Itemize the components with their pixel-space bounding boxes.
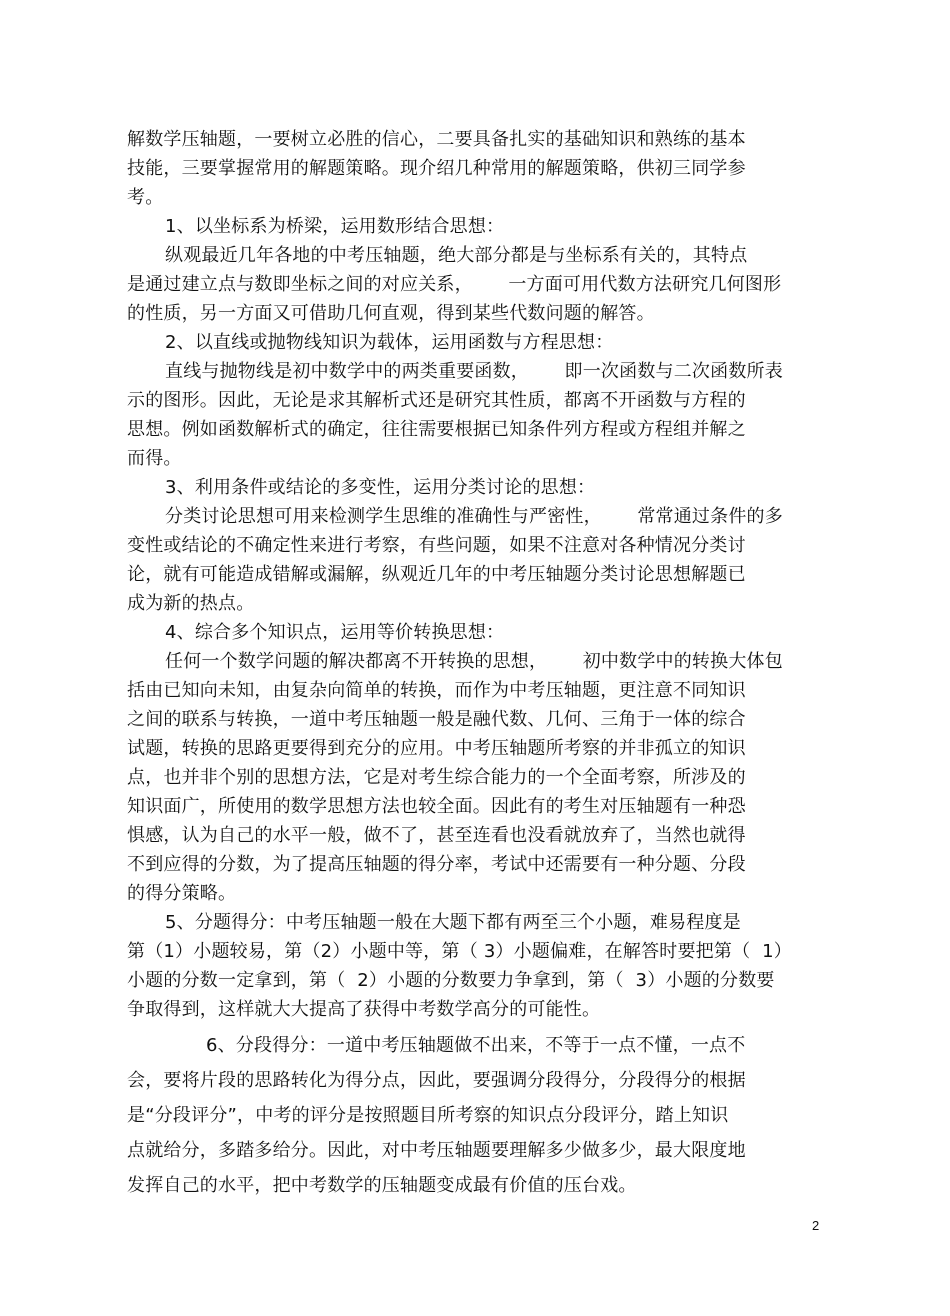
text-line: 论，就有可能造成错解或漏解，纵观近几年的中考压轴题分类讨论思想解题已 <box>127 564 746 585</box>
text-line: 分类讨论思想可用来检测学生思维的准确性与严密性， 常常通过条件的多 <box>165 506 783 527</box>
text-line: 的得分策略。 <box>127 883 237 904</box>
text-line: 是通过建立点与数即坐标之间的对应关系， 一方面可用代数方法研究几何图形 <box>127 274 782 295</box>
text-line: 任何一个数学问题的解决都离不开转换的思想， 初中数学中的转换大体包 <box>165 651 783 672</box>
text-line: 思想。例如函数解析式的确定，往往需要根据已知条件列方程或方程组并解之 <box>127 419 746 440</box>
text-line: 直线与抛物线是初中数学中的两类重要函数， 即一次函数与二次函数所表 <box>165 361 783 382</box>
text-line: 是“分段评分”，中考的评分是按照题目所考察的知识点分段评分，踏上知识 <box>127 1105 729 1126</box>
text-line: 点，也并非个别的思想方法，它是对考生综合能力的一个全面考察，所涉及的 <box>127 767 746 788</box>
section-heading: 1、以坐标系为桥梁，运用数形结合思想： <box>165 216 505 237</box>
section-heading: 4、综合多个知识点，运用等价转换思想： <box>165 622 505 643</box>
text-line: 纵观最近几年各地的中考压轴题，绝大部分都是与坐标系有关的，其特点 <box>165 245 748 266</box>
text-line: 示的图形。因此，无论是求其解析式还是研究其性质，都离不开函数与方程的 <box>127 390 746 411</box>
text-line: 试题，转换的思路更要得到充分的应用。中考压轴题所考察的并非孤立的知识 <box>127 738 746 759</box>
text-line: 惧感，认为自己的水平一般，做不了，甚至连看也没看就放弃了，当然也就得 <box>127 825 746 846</box>
text-line: 括由已知向未知，由复杂向简单的转换，而作为中考压轴题，更注意不同知识 <box>127 680 746 701</box>
section-heading: 2、以直线或抛物线知识为载体，运用函数与方程思想： <box>165 332 614 353</box>
text-line: 知识面广，所使用的数学思想方法也较全面。因此有的考生对压轴题有一种恐 <box>127 796 746 817</box>
text-line: 第（1）小题较易，第（2）小题中等，第（ 3）小题偏难，在解答时要把第（ 1） <box>127 941 792 962</box>
text-line: 之间的联系与转换，一道中考压轴题一般是融代数、几何、三角于一体的综合 <box>127 709 746 730</box>
text-line: 而得。 <box>127 448 182 469</box>
text-line: 成为新的热点。 <box>127 593 255 614</box>
page-number: 2 <box>812 1218 820 1233</box>
text-line: 的性质，另一方面又可借助几何直观，得到某些代数问题的解答。 <box>127 303 655 324</box>
text-line: 不到应得的分数，为了提高压轴题的得分率，考试中还需要有一种分题、分段 <box>127 854 746 875</box>
text-line: 小题的分数一定拿到，第（ 2）小题的分数要力争拿到，第（ 3）小题的分数要 <box>127 970 775 991</box>
text-line: 点就给分，多踏多给分。因此，对中考压轴题要理解多少做多少，最大限度地 <box>127 1140 746 1161</box>
section-heading: 3、利用条件或结论的多变性，运用分类讨论的思想： <box>165 477 596 498</box>
text-line: 争取得到，这样就大大提高了获得中考数学高分的可能性。 <box>127 999 601 1020</box>
text-line: 会，要将片段的思路转化为得分点，因此，要强调分段得分，分段得分的根据 <box>127 1070 746 1091</box>
text-line: 发挥自己的水平，把中考数学的压轴题变成最有价值的压台戏。 <box>127 1175 637 1196</box>
text-line: 技能，三要掌握常用的解题策略。现介绍几种常用的解题策略，供初三同学参 <box>127 158 746 179</box>
text-line: 变性或结论的不确定性来进行考察，有些问题，如果不注意对各种情况分类讨 <box>127 535 746 556</box>
section-heading: 6、分段得分：一道中考压轴题做不出来，不等于一点不懂，一点不 <box>206 1035 746 1056</box>
text-line: 考。 <box>127 187 164 208</box>
section-heading: 5、分题得分：中考压轴题一般在大题下都有两至三个小题，难易程度是 <box>165 912 741 933</box>
text-line: 解数学压轴题，一要树立必胜的信心，二要具备扎实的基础知识和熟练的基本 <box>127 129 746 150</box>
